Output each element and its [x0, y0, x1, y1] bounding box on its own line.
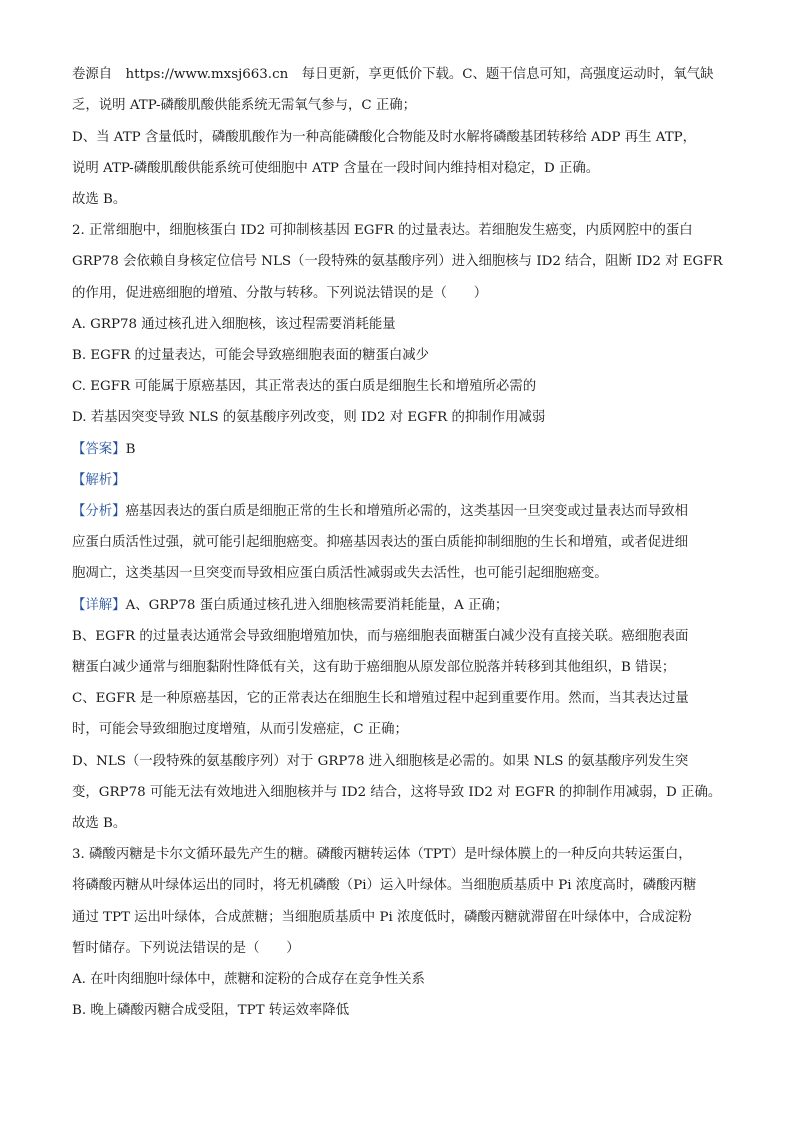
xiangjie-line: [72, 597, 724, 615]
option-d: D. 若基因突变导致 NLS 的氨基酸序列改变，则 ID2 对 EGFR 的抑制作用减弱: [72, 410, 546, 425]
text-line: 的作用，促进癌细胞的增殖、分散与转移。下列说法错误的是（ ）: [72, 286, 488, 301]
text-line: 暂时储存。下列说法错误的是（ ）: [72, 941, 300, 956]
fenxi-line: [72, 503, 724, 521]
text-line: 应蛋白质活性过强，就可能引起细胞癌变。抑癌基因表达的蛋白质能抑制细胞的生长和增殖，或者促进细: [72, 535, 688, 550]
answer-label: 【答案】: [72, 442, 126, 457]
question-2-stem: 2. 正常细胞中，细胞核蛋白 ID2 可抑制核基因 EGFR 的过量表达。若细胞发生癌变，内质网腔中的蛋白: [72, 223, 693, 238]
text-line: 糖蛋白减少通常与细胞黏附性降低有关，这有助于癌细胞从原发部位脱落并转移到其他组织，B 错误；: [72, 660, 676, 675]
text-line: 故选 B。: [72, 192, 127, 207]
question-3-stem: 3. 磷酸丙糖是卡尔文循环最先产生的糖。磷酸丙糖转运体（TPT）是叶绿体膜上的一种反向共转运蛋白，: [72, 847, 692, 862]
text-line: 说明 ATP-磷酸肌酸供能系统可使细胞中 ATP 含量在一段时间内维持相对稳定，D 正确。: [72, 161, 600, 176]
text-line: B、EGFR 的过量表达通常会导致细胞增殖加快，而与癌细胞表面糖蛋白减少没有直接关联。癌细胞表面: [72, 629, 689, 644]
answer-line: [72, 441, 724, 459]
text-line: 将磷酸丙糖从叶绿体运出的同时，将无机磷酸（Pi）运入叶绿体。当细胞质基质中 Pi 浓度高时，磷酸丙糖: [72, 878, 697, 893]
option-a: A. 在叶肉细胞叶绿体中，蔗糖和淀粉的合成存在竞争性关系: [72, 972, 425, 987]
answer-value: B: [125, 442, 136, 457]
analysis-label: 【解析】: [72, 473, 126, 488]
text-line: 卷源自 https://www.mxsj663.cn 每日更新，享更低价下载。C、题干信息可知，高强度运动时，氧气缺: [72, 67, 714, 82]
text-line: 故选 B。: [72, 816, 127, 831]
text-line: GRP78 会依赖自身核定位信号 NLS（一段特殊的氨基酸序列）进入细胞核与 ID2 结合，阻断 ID2 对 EGFR: [72, 254, 723, 269]
text-line: D、NLS（一段特殊的氨基酸序列）对于 GRP78 进入细胞核是必需的。如果 NLS 的氨基酸序列发生突: [72, 754, 689, 769]
analysis-heading: [72, 472, 724, 490]
xiangjie-text: A、GRP78 蛋白质通过核孔进入细胞核需要消耗能量，A 正确；: [125, 598, 509, 613]
text-line: 乏，说明 ATP-磷酸肌酸供能系统无需氧气参与，C 正确；: [72, 98, 417, 113]
fenxi-text: 癌基因表达的蛋白质是细胞正常的生长和增殖所必需的，这类基因一旦突变或过量表达而导致相: [125, 504, 688, 519]
text-line: C、EGFR 是一种原癌基因，它的正常表达在细胞生长和增殖过程中起到重要作用。然而，当其表达过量: [72, 691, 689, 706]
text-line: 通过 TPT 运出叶绿体，合成蔗糖；当细胞质基质中 Pi 浓度低时，磷酸丙糖就滞留在叶绿体中，合成淀粉: [72, 910, 692, 925]
text-line: 时，可能会导致细胞过度增殖，从而引发癌症，C 正确；: [72, 722, 408, 737]
fenxi-label: 【分析】: [72, 504, 126, 519]
text-line: 胞凋亡，这类基因一旦突变而导致相应蛋白质活性减弱或失去活性，也可能引起细胞癌变。: [72, 566, 608, 581]
option-b: B. 晚上磷酸丙糖合成受阻，TPT 转运效率降低: [72, 1003, 350, 1018]
option-b: B. EGFR 的过量表达，可能会导致癌细胞表面的糖蛋白减少: [72, 348, 430, 363]
text-line: 变，GRP78 可能无法有效地进入细胞核并与 ID2 结合，这将导致 ID2 对 EGFR 的抑制作用减弱，D 正确。: [72, 785, 722, 800]
xiangjie-label: 【详解】: [72, 598, 126, 613]
option-c: C. EGFR 可能属于原癌基因，其正常表达的蛋白质是细胞生长和增殖所必需的: [72, 379, 537, 394]
option-a: A. GRP78 通过核孔进入细胞核，该过程需要消耗能量: [72, 317, 396, 332]
text-line: D、当 ATP 含量低时，磷酸肌酸作为一种高能磷酸化合物能及时水解将磷酸基团转移给 ADP 再生 ATP，: [72, 130, 697, 145]
